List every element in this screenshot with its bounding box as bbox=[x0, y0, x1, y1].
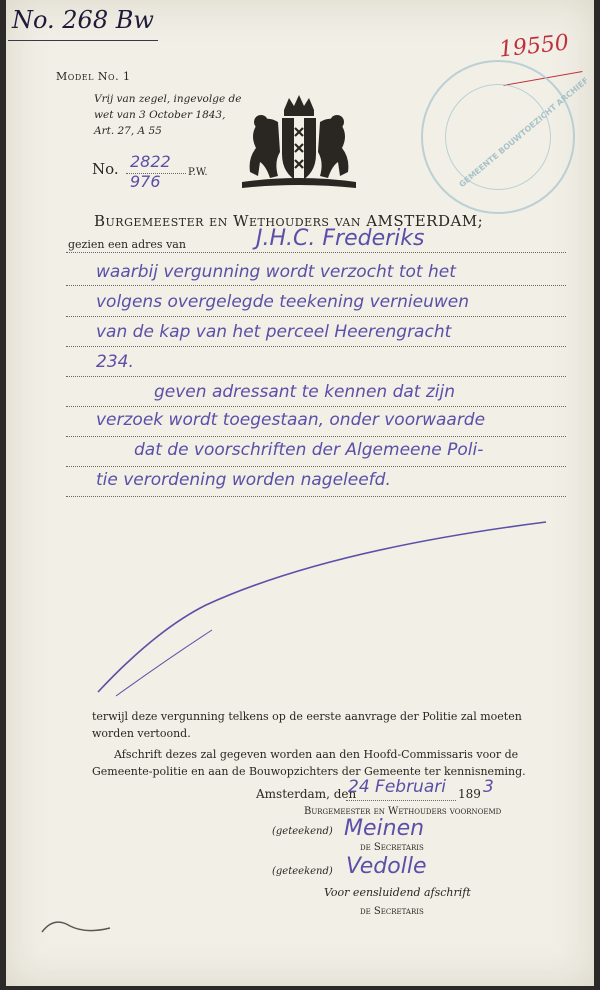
footer-line-3: Afschrift dezes zal gegeven worden aan den Hoofd-Commissaris voor de bbox=[114, 748, 519, 761]
place-date-label: Amsterdam, den bbox=[256, 787, 357, 801]
document-page bbox=[6, 0, 594, 986]
signature-1: Meinen bbox=[344, 816, 425, 841]
decision-rule-1 bbox=[66, 406, 566, 407]
request-rule-2 bbox=[66, 285, 566, 286]
request-line-2: volgens overgelegde teekening vernieuwen bbox=[96, 292, 469, 312]
footer-line-4: Gemeente-politie en aan de Bouwopzichters der Gemeente ter kennisneming. bbox=[92, 765, 526, 778]
request-rule-3 bbox=[66, 316, 566, 317]
request-line-3: van de kap van het perceel Heerengracht bbox=[96, 322, 452, 342]
request-rule-5 bbox=[66, 376, 566, 377]
applicant-name: J.H.C. Frederiks bbox=[256, 226, 425, 251]
model-label: Model No. 1 bbox=[56, 70, 131, 83]
decision-line-3: dat de voorschriften der Algemeene Poli- bbox=[134, 440, 484, 460]
signature-2: Vedolle bbox=[346, 854, 427, 879]
corner-number-underline bbox=[8, 40, 158, 41]
authority-line: Burgemeester en Wethouders voornoemd bbox=[304, 806, 502, 817]
signed-label-1: (geteekend) bbox=[272, 826, 333, 837]
amsterdam-coat-of-arms-icon bbox=[234, 92, 364, 192]
request-rule-1 bbox=[66, 252, 566, 253]
decision-line-1: geven adressant te kennen dat zijn bbox=[154, 382, 456, 402]
request-line-1: waarbij vergunning wordt verzocht tot het bbox=[96, 262, 456, 282]
pw-label: P.W. bbox=[188, 167, 208, 178]
year-handwritten: 3 bbox=[483, 777, 494, 797]
footer-line-1: terwijl deze vergunning telkens op de eerste aanvrage der Politie zal moeten bbox=[92, 710, 522, 723]
page-title: Burgemeester en Wethouders van AMSTERDAM; bbox=[94, 212, 484, 230]
decision-line-2: verzoek wordt toegestaan, onder voorwaarde bbox=[96, 410, 486, 430]
archive-stamp-inner-ring bbox=[445, 84, 551, 190]
archive-stamp-text: GEMEENTE BOUWTOEZICHT ARCHIEF bbox=[457, 75, 591, 190]
no-sub: 976 bbox=[130, 172, 161, 191]
exemption-line-1: Vrij van zegel, ingevolge de bbox=[94, 93, 242, 105]
year-printed: 189 bbox=[458, 787, 481, 801]
archive-number: 19550 bbox=[497, 30, 571, 63]
secretary-label-1: de Secretaris bbox=[360, 842, 424, 853]
margin-pencil-mark bbox=[36, 912, 116, 942]
decision-rule-2 bbox=[66, 436, 566, 437]
footer-line-2: worden vertoond. bbox=[92, 727, 191, 740]
secretary-label-2: de Secretaris bbox=[360, 906, 424, 917]
closing-flourish bbox=[86, 510, 556, 710]
corner-number: No. 268 Bw bbox=[12, 6, 154, 34]
decision-line-4: tie verordening worden nageleefd. bbox=[96, 470, 391, 490]
copy-note: Voor eensluidend afschrift bbox=[324, 886, 471, 899]
date-handwritten: 24 Februari bbox=[348, 777, 446, 797]
decision-rule-3 bbox=[66, 466, 566, 467]
no-label: No. bbox=[92, 160, 119, 178]
exemption-line-2: wet van 3 October 1843, bbox=[94, 109, 226, 121]
archive-stamp bbox=[421, 60, 591, 214]
no-value: 2822 bbox=[130, 152, 171, 171]
signed-label-2: (geteekend) bbox=[272, 866, 333, 877]
address-intro: gezien een adres van bbox=[68, 238, 186, 251]
request-rule-4 bbox=[66, 346, 566, 347]
decision-rule-4 bbox=[66, 496, 566, 497]
date-underline bbox=[346, 800, 456, 801]
request-line-4: 234. bbox=[96, 352, 134, 372]
exemption-line-3: Art. 27, A 55 bbox=[94, 125, 162, 137]
